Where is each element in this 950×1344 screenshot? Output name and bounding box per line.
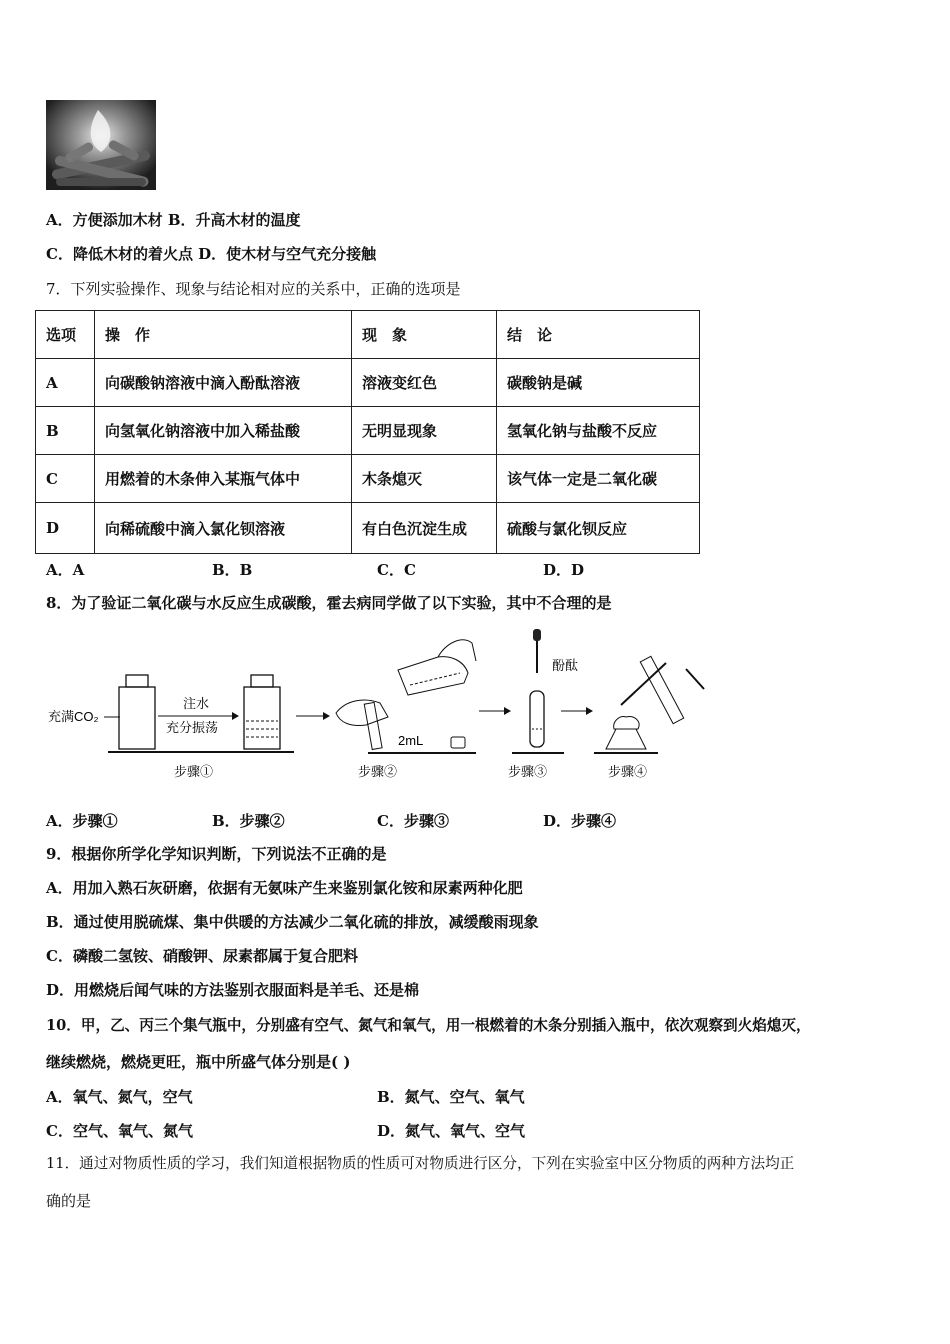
burning-wood-photo [46, 100, 156, 190]
q8-option-b: B．步骤② [212, 812, 285, 830]
q11-stem-line1: 11．通过对物质性质的学习，我们知道根据物质的性质可对物质进行区分，下列在实验室中区分物质的两种方法均正 [46, 1155, 795, 1172]
table-cell: 无明显现象 [352, 407, 497, 455]
q7-option-b: B．B [212, 561, 253, 579]
table-cell: A [36, 359, 95, 407]
label-add-water: 注水 [183, 696, 210, 711]
label-phenol: 酚酞 [552, 658, 579, 673]
q8-experiment-diagram [46, 625, 710, 795]
table-cell: 向碳酸钠溶液中滴入酚酞溶液 [95, 359, 352, 407]
q7-option-d: D．D [543, 561, 585, 579]
q7-stem: 7．下列实验操作、现象与结论相对应的关系中，正确的选项是 [46, 280, 461, 298]
table-row [36, 503, 700, 554]
q6-options-line1: A．方便添加木材 B．升高木材的温度 [46, 211, 301, 229]
q11-stem-line2: 确的是 [46, 1192, 92, 1210]
table-header-row [36, 311, 700, 359]
q10-option-a: A．氧气、氮气，空气 [46, 1088, 193, 1106]
table-cell: 用燃着的木条伸入某瓶气体中 [95, 455, 352, 503]
q10-stem-line2: 继续燃烧，燃烧更旺，瓶中所盛气体分别是( ) [46, 1053, 351, 1071]
table-cell: 硫酸与氯化钡反应 [497, 503, 700, 554]
table-cell: 碳酸钠是碱 [497, 359, 700, 407]
q10-option-d: D．氮气、氧气、空气 [377, 1122, 526, 1140]
step4-label: 步骤④ [608, 764, 648, 779]
table-cell: D [36, 503, 95, 554]
q8-option-a: A．步骤① [46, 812, 118, 830]
q7-option-a: A．A [46, 561, 85, 579]
table-cell: 向氢氧化钠溶液中加入稀盐酸 [95, 407, 352, 455]
q9-option-d: D．用燃烧后闻气味的方法鉴别衣服面料是羊毛、还是棉 [46, 981, 420, 999]
q8-option-d: D．步骤④ [543, 812, 617, 830]
table-header-cell: 结 论 [497, 311, 700, 359]
label-co2: 充满CO₂ [48, 709, 99, 724]
q9-option-b: B．通过使用脱硫煤、集中供暖的方法减少二氧化硫的排放，减缓酸雨现象 [46, 913, 539, 931]
table-cell: 氢氧化钠与盐酸不反应 [497, 407, 700, 455]
q10-option-b: B．氮气、空气、氧气 [377, 1088, 525, 1106]
table-header-cell: 现 象 [352, 311, 497, 359]
q6-options-line2: C．降低木材的着火点 D．使木材与空气充分接触 [46, 245, 377, 263]
table-row [36, 455, 700, 503]
q7-table [35, 310, 700, 554]
q9-option-a: A．用加入熟石灰研磨，依据有无氨味产生来鉴别氯化铵和尿素两种化肥 [46, 879, 523, 897]
q8-option-c: C．步骤③ [377, 812, 449, 830]
q10-option-c: C．空气、氧气、氮气 [46, 1122, 193, 1140]
table-header-cell: 操 作 [95, 311, 352, 359]
q9-option-c: C．磷酸二氢铵、硝酸钾、尿素都属于复合肥料 [46, 947, 358, 965]
label-shake: 充分振荡 [166, 720, 219, 735]
table-cell: 向稀硫酸中滴入氯化钡溶液 [95, 503, 352, 554]
table-cell: C [36, 455, 95, 503]
q10-stem-line1: 10．甲，乙、丙三个集气瓶中，分别盛有空气、氮气和氧气，用一根燃着的木条分别插入瓶中，依次观察到火焰熄灭， [46, 1017, 811, 1034]
step2-label: 步骤② [358, 764, 398, 779]
label-2ml: 2mL [398, 733, 424, 748]
table-cell: 木条熄灭 [352, 455, 497, 503]
table-cell: 溶液变红色 [352, 359, 497, 407]
table-header-cell: 选项 [36, 311, 95, 359]
table-cell: 该气体一定是二氧化碳 [497, 455, 700, 503]
table-cell: 有白色沉淀生成 [352, 503, 497, 554]
step1-label: 步骤① [174, 764, 214, 779]
step3-label: 步骤③ [508, 764, 548, 779]
table-row [36, 359, 700, 407]
q7-option-c: C．C [377, 561, 416, 579]
table-cell: B [36, 407, 95, 455]
q8-stem: 8．为了验证二氧化碳与水反应生成碳酸，霍去病同学做了以下实验，其中不合理的是 [46, 594, 612, 612]
table-row [36, 407, 700, 455]
q9-stem: 9．根据你所学化学知识判断，下列说法不正确的是 [46, 845, 387, 863]
